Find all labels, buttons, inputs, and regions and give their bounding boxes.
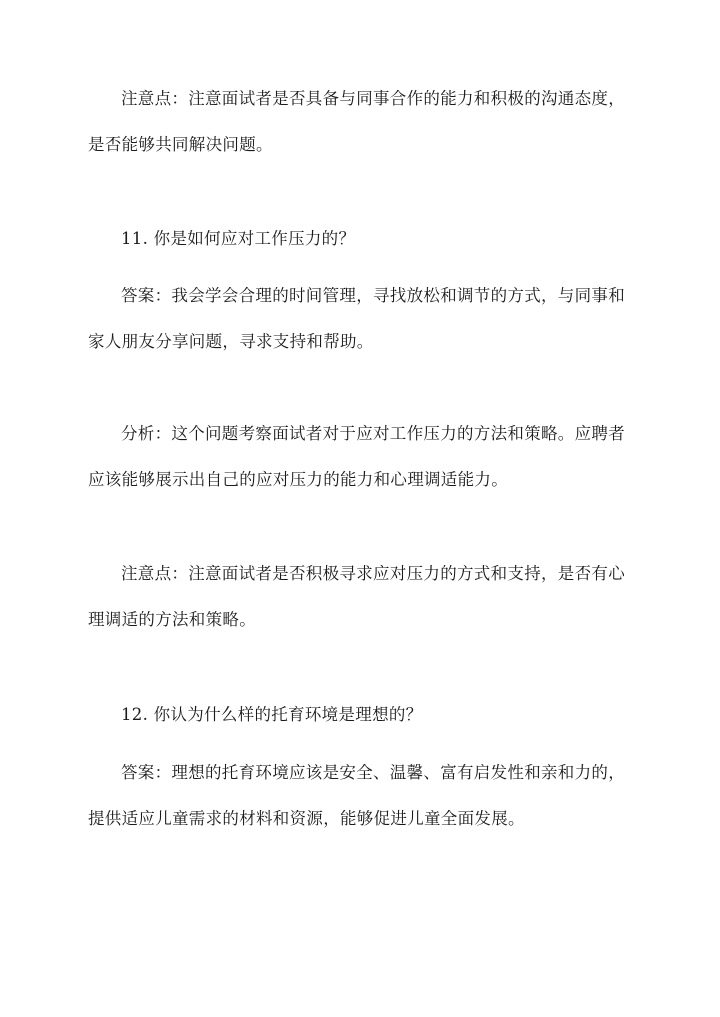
text-line: 应该能够展示出自己的应对压力的能力和心理调适能力。 bbox=[88, 470, 508, 489]
text-line: 分析：这个问题考察面试者对于应对工作压力的方法和策略。应聘者 bbox=[121, 424, 625, 443]
analysis-11 bbox=[88, 411, 636, 503]
text-line: 11. 你是如何应对工作压力的？ bbox=[121, 229, 356, 248]
text-line: 答案：我会学会合理的时间管理，寻找放松和调节的方式，与同事和 bbox=[121, 286, 625, 305]
note-collaboration bbox=[88, 76, 636, 168]
answer-12 bbox=[88, 750, 636, 842]
answer-11 bbox=[88, 273, 636, 365]
question-11 bbox=[88, 216, 636, 262]
text-line: 12. 你认为什么样的托育环境是理想的？ bbox=[121, 705, 423, 724]
question-12 bbox=[88, 692, 636, 738]
text-line: 理调适的方法和策略。 bbox=[88, 610, 256, 629]
text-line: 家人朋友分享问题，寻求支持和帮助。 bbox=[88, 332, 374, 351]
text-line: 答案：理想的托育环境应该是安全、温馨、富有启发性和亲和力的， bbox=[121, 763, 625, 782]
text-line: 提供适应儿童需求的材料和资源，能够促进儿童全面发展。 bbox=[88, 809, 525, 828]
text-line: 注意点：注意面试者是否具备与同事合作的能力和积极的沟通态度， bbox=[121, 89, 625, 108]
text-line: 注意点：注意面试者是否积极寻求应对压力的方式和支持，是否有心 bbox=[121, 564, 625, 583]
note-11 bbox=[88, 551, 636, 643]
text-line: 是否能够共同解决问题。 bbox=[88, 135, 273, 154]
